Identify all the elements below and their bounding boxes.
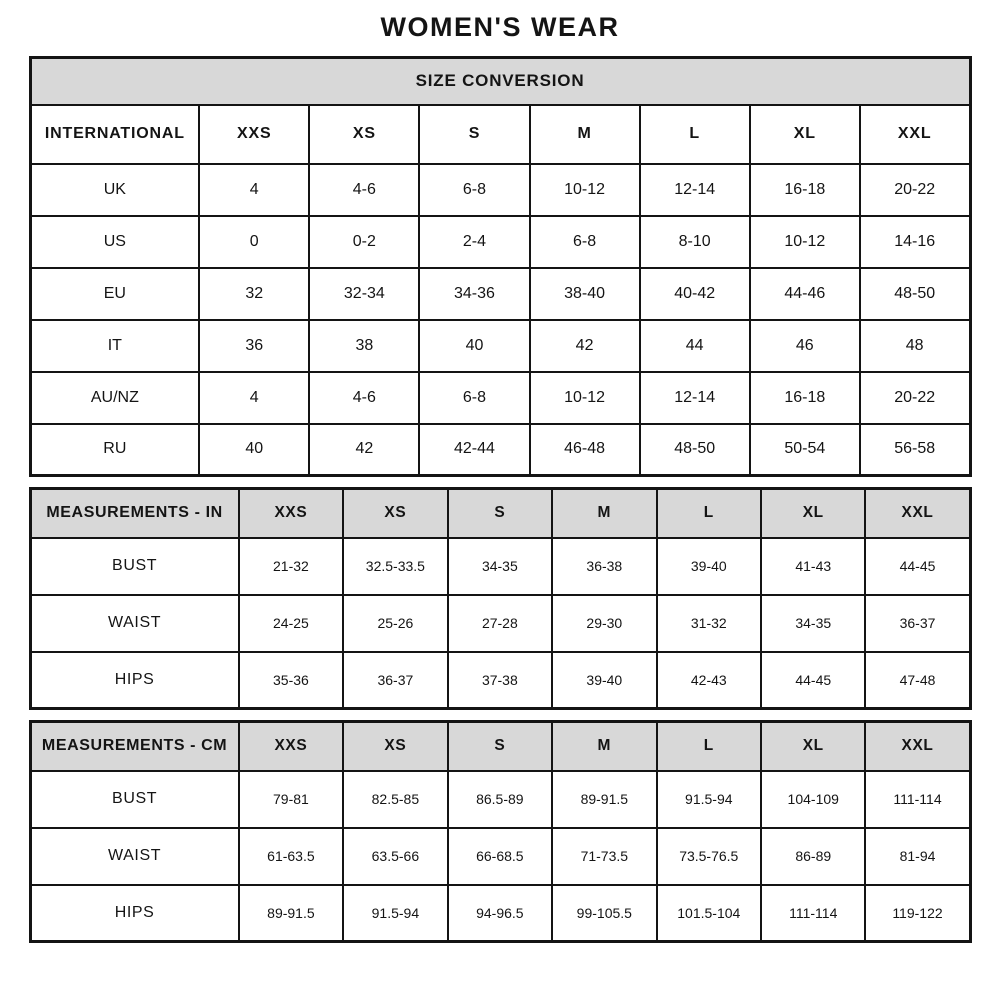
cell: 91.5-94 xyxy=(343,885,447,942)
row-label: HIPS xyxy=(30,885,239,942)
table-row xyxy=(30,771,970,828)
page-title: WOMEN'S WEAR xyxy=(380,12,620,42)
row-label: IT xyxy=(30,320,199,372)
cell: 12-14 xyxy=(640,164,750,216)
cell: 71-73.5 xyxy=(552,828,656,885)
cell: 20-22 xyxy=(860,372,970,424)
table-row xyxy=(30,885,970,942)
cell: 32 xyxy=(199,268,309,320)
cell: 36-37 xyxy=(865,595,970,652)
cell: 42 xyxy=(309,424,419,476)
cell: 38 xyxy=(309,320,419,372)
cell: 47-48 xyxy=(865,652,970,709)
cell: 36-37 xyxy=(343,652,447,709)
row-label: AU/NZ xyxy=(30,372,199,424)
cell: 46 xyxy=(750,320,860,372)
cell: 4-6 xyxy=(309,164,419,216)
cell: 21-32 xyxy=(239,538,343,595)
cell: 42-43 xyxy=(657,652,761,709)
cell: 63.5-66 xyxy=(343,828,447,885)
cell: 79-81 xyxy=(239,771,343,828)
row-label: WAIST xyxy=(30,595,239,652)
cell: 20-22 xyxy=(860,164,970,216)
cell: M xyxy=(530,105,640,164)
cell: 34-35 xyxy=(761,595,865,652)
measurements-cm-table xyxy=(29,720,972,943)
cell: 16-18 xyxy=(750,164,860,216)
cell: 12-14 xyxy=(640,372,750,424)
table-row xyxy=(30,595,970,652)
cell: 81-94 xyxy=(865,828,970,885)
cell: 4-6 xyxy=(309,372,419,424)
cell: 29-30 xyxy=(552,595,656,652)
cell: 89-91.5 xyxy=(239,885,343,942)
cell: 82.5-85 xyxy=(343,771,447,828)
cell: 44-45 xyxy=(761,652,865,709)
cell: 0 xyxy=(199,216,309,268)
cell: L xyxy=(640,105,750,164)
cell: 14-16 xyxy=(860,216,970,268)
cell: 50-54 xyxy=(750,424,860,476)
table-row xyxy=(30,722,970,771)
cell: 111-114 xyxy=(865,771,970,828)
table-row xyxy=(30,489,970,538)
cell: 34-35 xyxy=(448,538,552,595)
cell: 24-25 xyxy=(239,595,343,652)
cell: 37-38 xyxy=(448,652,552,709)
cell: 104-109 xyxy=(761,771,865,828)
size-conversion-table xyxy=(29,56,972,477)
cell: 42 xyxy=(530,320,640,372)
cell: 44-45 xyxy=(865,538,970,595)
measurements-cm-body xyxy=(30,722,970,942)
cell: 39-40 xyxy=(657,538,761,595)
cell: 6-8 xyxy=(530,216,640,268)
cell: XXS xyxy=(239,722,343,771)
cell: 44-46 xyxy=(750,268,860,320)
cell: 119-122 xyxy=(865,885,970,942)
cell: 48 xyxy=(860,320,970,372)
cell: 4 xyxy=(199,372,309,424)
row-label: BUST xyxy=(30,538,239,595)
measurements-in-body xyxy=(30,489,970,709)
cell: 111-114 xyxy=(761,885,865,942)
cell: XL xyxy=(761,722,865,771)
cell: 40 xyxy=(199,424,309,476)
cell: 91.5-94 xyxy=(657,771,761,828)
cell: 38-40 xyxy=(530,268,640,320)
cell: 32-34 xyxy=(309,268,419,320)
cell: XS xyxy=(343,489,447,538)
table-banner-row xyxy=(30,58,970,105)
cell: L xyxy=(657,489,761,538)
cell: 40 xyxy=(419,320,529,372)
cell: M xyxy=(552,489,656,538)
cell: L xyxy=(657,722,761,771)
size-guide-page xyxy=(29,0,972,943)
cell: 86-89 xyxy=(761,828,865,885)
cell: 66-68.5 xyxy=(448,828,552,885)
cell: 6-8 xyxy=(419,372,529,424)
cell: 27-28 xyxy=(448,595,552,652)
table-row xyxy=(30,216,970,268)
cell: 16-18 xyxy=(750,372,860,424)
cell: 35-36 xyxy=(239,652,343,709)
cell: XXL xyxy=(865,489,970,538)
cell: S xyxy=(419,105,529,164)
cell: S xyxy=(448,489,552,538)
table-row xyxy=(30,320,970,372)
cell: 44 xyxy=(640,320,750,372)
cell: XXS xyxy=(239,489,343,538)
size-conversion-banner: SIZE CONVERSION xyxy=(30,58,970,105)
table-row xyxy=(30,268,970,320)
cell: 94-96.5 xyxy=(448,885,552,942)
cell: 10-12 xyxy=(530,164,640,216)
cell: 86.5-89 xyxy=(448,771,552,828)
cell: 0-2 xyxy=(309,216,419,268)
size-conversion-body xyxy=(30,105,970,476)
cell: XS xyxy=(343,722,447,771)
cell: XL xyxy=(761,489,865,538)
cell: 32.5-33.5 xyxy=(343,538,447,595)
row-label: MEASUREMENTS - CM xyxy=(30,722,239,771)
cell: 89-91.5 xyxy=(552,771,656,828)
table-row xyxy=(30,538,970,595)
cell: M xyxy=(552,722,656,771)
cell: 34-36 xyxy=(419,268,529,320)
row-label: WAIST xyxy=(30,828,239,885)
cell: XXS xyxy=(199,105,309,164)
size-conversion-header xyxy=(30,58,970,105)
cell: 61-63.5 xyxy=(239,828,343,885)
row-label: UK xyxy=(30,164,199,216)
cell: 4 xyxy=(199,164,309,216)
cell: 73.5-76.5 xyxy=(657,828,761,885)
row-label: US xyxy=(30,216,199,268)
row-label: MEASUREMENTS - IN xyxy=(30,489,239,538)
cell: 56-58 xyxy=(860,424,970,476)
table-row xyxy=(30,828,970,885)
cell: 36-38 xyxy=(552,538,656,595)
row-label: BUST xyxy=(30,771,239,828)
table-row xyxy=(30,105,970,164)
table-row xyxy=(30,424,970,476)
cell: 41-43 xyxy=(761,538,865,595)
cell: 46-48 xyxy=(530,424,640,476)
cell: 31-32 xyxy=(657,595,761,652)
cell: 2-4 xyxy=(419,216,529,268)
cell: 25-26 xyxy=(343,595,447,652)
cell: XS xyxy=(309,105,419,164)
cell: S xyxy=(448,722,552,771)
cell: 10-12 xyxy=(530,372,640,424)
row-label: EU xyxy=(30,268,199,320)
cell: 48-50 xyxy=(860,268,970,320)
cell: XXL xyxy=(865,722,970,771)
cell: 42-44 xyxy=(419,424,529,476)
table-row xyxy=(30,164,970,216)
measurements-in-table xyxy=(29,487,972,710)
row-label: INTERNATIONAL xyxy=(30,105,199,164)
cell: 36 xyxy=(199,320,309,372)
cell: 8-10 xyxy=(640,216,750,268)
cell: XXL xyxy=(860,105,970,164)
row-label: RU xyxy=(30,424,199,476)
table-row xyxy=(30,652,970,709)
cell: 39-40 xyxy=(552,652,656,709)
cell: 99-105.5 xyxy=(552,885,656,942)
table-row xyxy=(30,372,970,424)
cell: 6-8 xyxy=(419,164,529,216)
cell: 40-42 xyxy=(640,268,750,320)
cell: 10-12 xyxy=(750,216,860,268)
cell: XL xyxy=(750,105,860,164)
cell: 48-50 xyxy=(640,424,750,476)
row-label: HIPS xyxy=(30,652,239,709)
cell: 101.5-104 xyxy=(657,885,761,942)
